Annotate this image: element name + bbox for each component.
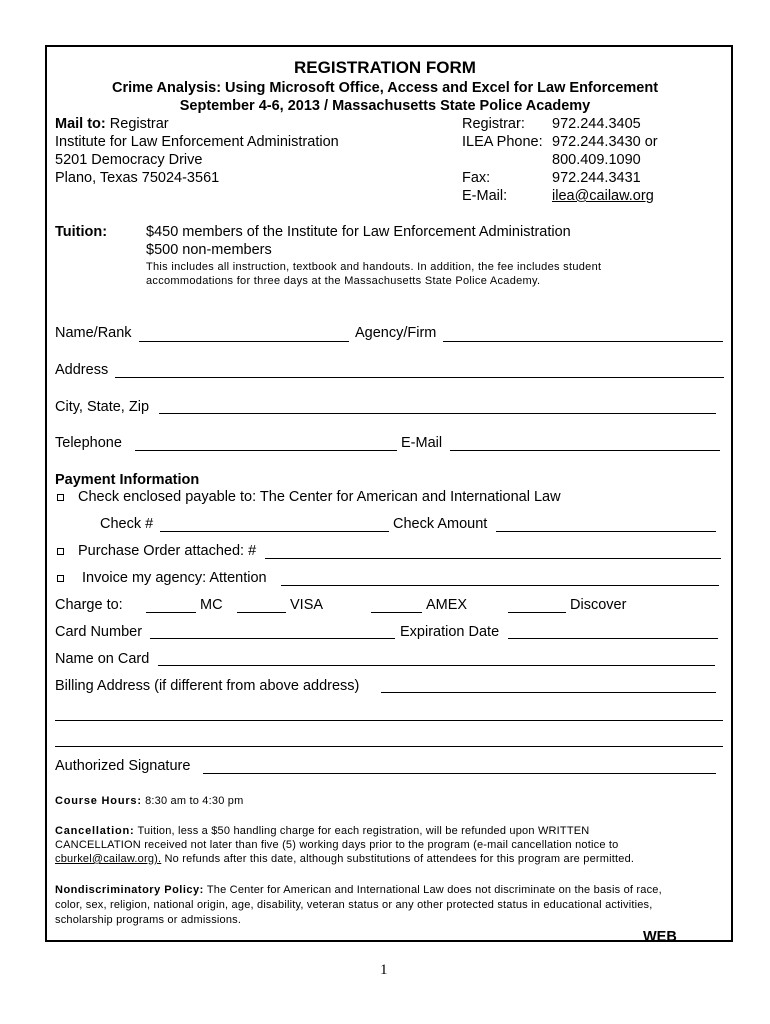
nondisc-label: Nondiscriminatory Policy:: [55, 884, 204, 896]
mail-to-label: Mail to:: [55, 116, 106, 132]
amex-label: AMEX: [426, 597, 468, 613]
check-number-field[interactable]: [160, 531, 389, 532]
purchase-order-checkbox[interactable]: [57, 548, 64, 555]
course-hours: [55, 795, 243, 807]
address-field[interactable]: [115, 377, 724, 378]
cancellation-label: Cancellation:: [55, 825, 135, 837]
check-enclosed-checkbox[interactable]: [57, 494, 64, 501]
city-state-zip-label: City, State, Zip: [55, 399, 150, 415]
nondisc-line-1: [55, 884, 662, 896]
tuition-members: $450 members of the Institute for Law Enforcement Administration: [146, 224, 571, 240]
registrar-label: Registrar:: [462, 116, 525, 132]
mail-to-line4: Plano, Texas 75024-3561: [55, 170, 220, 186]
tuition-note-2: accommodations for three days at the Massachusetts State Police Academy.: [146, 275, 541, 287]
check-number-label: Check #: [100, 516, 154, 532]
agency-field[interactable]: [443, 341, 723, 342]
ilea-phone-2: 800.409.1090: [552, 152, 641, 168]
invoice-label: Invoice my agency: Attention: [82, 570, 267, 586]
web-label: WEB: [643, 929, 677, 945]
nondisc-line-2: color, sex, religion, national origin, age, disability, veteran status or any other protected status in educational activities,: [55, 899, 653, 911]
check-amount-label: Check Amount: [393, 516, 488, 532]
cancellation-line-3: [55, 853, 634, 865]
course-title: Crime Analysis: Using Microsoft Office, Access and Excel for Law Enforcement: [111, 80, 659, 96]
check-enclosed-label: Check enclosed payable to: The Center for American and International Law: [78, 489, 561, 505]
cancellation-line-2: CANCELLATION received not later than five (5) working days prior to the program (e-mail cancellation notice to: [55, 839, 619, 851]
form-title: REGISTRATION FORM: [294, 58, 476, 77]
cancellation-line-1: [55, 825, 589, 837]
page-number: 1: [380, 962, 388, 978]
invoice-attention-field[interactable]: [281, 585, 719, 586]
mc-field[interactable]: [146, 612, 196, 613]
card-number-field[interactable]: [150, 638, 395, 639]
course-dates: September 4-6, 2013 / Massachusetts State Police Academy: [179, 98, 591, 114]
mail-to-line1: Registrar: [105, 116, 169, 132]
email-field-label: E-Mail: [401, 435, 443, 451]
email-field[interactable]: [450, 450, 720, 451]
tuition-label: Tuition:: [55, 224, 108, 240]
name-rank-label: Name/Rank: [55, 325, 132, 341]
agency-label: Agency/Firm: [355, 325, 437, 341]
mail-to-line2: Institute for Law Enforcement Administration: [55, 134, 339, 150]
check-amount-field[interactable]: [496, 531, 716, 532]
name-on-card-label: Name on Card: [55, 651, 150, 667]
expiration-label: Expiration Date: [400, 624, 500, 640]
charge-to-label: Charge to:: [55, 597, 123, 613]
mail-to: [55, 116, 169, 132]
name-rank-field[interactable]: [139, 341, 349, 342]
expiration-field[interactable]: [508, 638, 718, 639]
fax-number: 972.244.3431: [552, 170, 641, 186]
signature-field[interactable]: [203, 773, 716, 774]
telephone-label: Telephone: [55, 435, 122, 451]
mc-label: MC: [200, 597, 223, 613]
purchase-order-field[interactable]: [265, 558, 721, 559]
tuition-note-1: This includes all instruction, textbook and handouts. In addition, the fee includes student: [146, 261, 602, 273]
visa-label: VISA: [290, 597, 324, 613]
nondisc-text-1: The Center for American and International Law does not discriminate on the basis of race,: [203, 884, 662, 896]
course-hours-value: 8:30 am to 4:30 pm: [141, 795, 244, 807]
invoice-checkbox[interactable]: [57, 575, 64, 582]
fax-label: Fax:: [462, 170, 491, 186]
city-state-zip-field[interactable]: [159, 413, 716, 414]
name-on-card-field[interactable]: [158, 665, 715, 666]
ilea-phone: 972.244.3430 or: [552, 134, 658, 150]
billing-address-label: Billing Address (if different from above address): [55, 678, 360, 694]
registrar-phone: 972.244.3405: [552, 116, 641, 132]
cancellation-email-link[interactable]: cburkel@cailaw.org).: [55, 853, 162, 865]
email-label: E-Mail:: [462, 188, 508, 204]
amex-field[interactable]: [371, 612, 422, 613]
card-number-label: Card Number: [55, 624, 143, 640]
tuition-nonmembers: $500 non-members: [146, 242, 272, 258]
billing-address-line-2[interactable]: [55, 720, 723, 721]
purchase-order-label: Purchase Order attached: #: [78, 543, 257, 559]
visa-field[interactable]: [237, 612, 286, 613]
billing-address-field[interactable]: [381, 692, 716, 693]
mail-to-line3: 5201 Democracy Drive: [55, 152, 203, 168]
payment-heading: Payment Information: [55, 472, 200, 488]
billing-address-line-3[interactable]: [55, 746, 723, 747]
nondisc-line-3: scholarship programs or admissions.: [55, 914, 242, 926]
address-label: Address: [55, 362, 109, 378]
cancellation-text-3: No refunds after this date, although substitutions of attendees for this program are permitted.: [161, 853, 635, 865]
email-link[interactable]: ilea@cailaw.org: [552, 188, 654, 204]
course-hours-label: Course Hours:: [55, 795, 142, 807]
signature-label: Authorized Signature: [55, 758, 191, 774]
discover-field[interactable]: [508, 612, 566, 613]
discover-label: Discover: [570, 597, 627, 613]
cancellation-text-1: Tuition, less a $50 handling charge for each registration, will be refunded upon WRITTEN: [134, 825, 590, 837]
ilea-phone-label: ILEA Phone:: [462, 134, 543, 150]
telephone-field[interactable]: [135, 450, 397, 451]
